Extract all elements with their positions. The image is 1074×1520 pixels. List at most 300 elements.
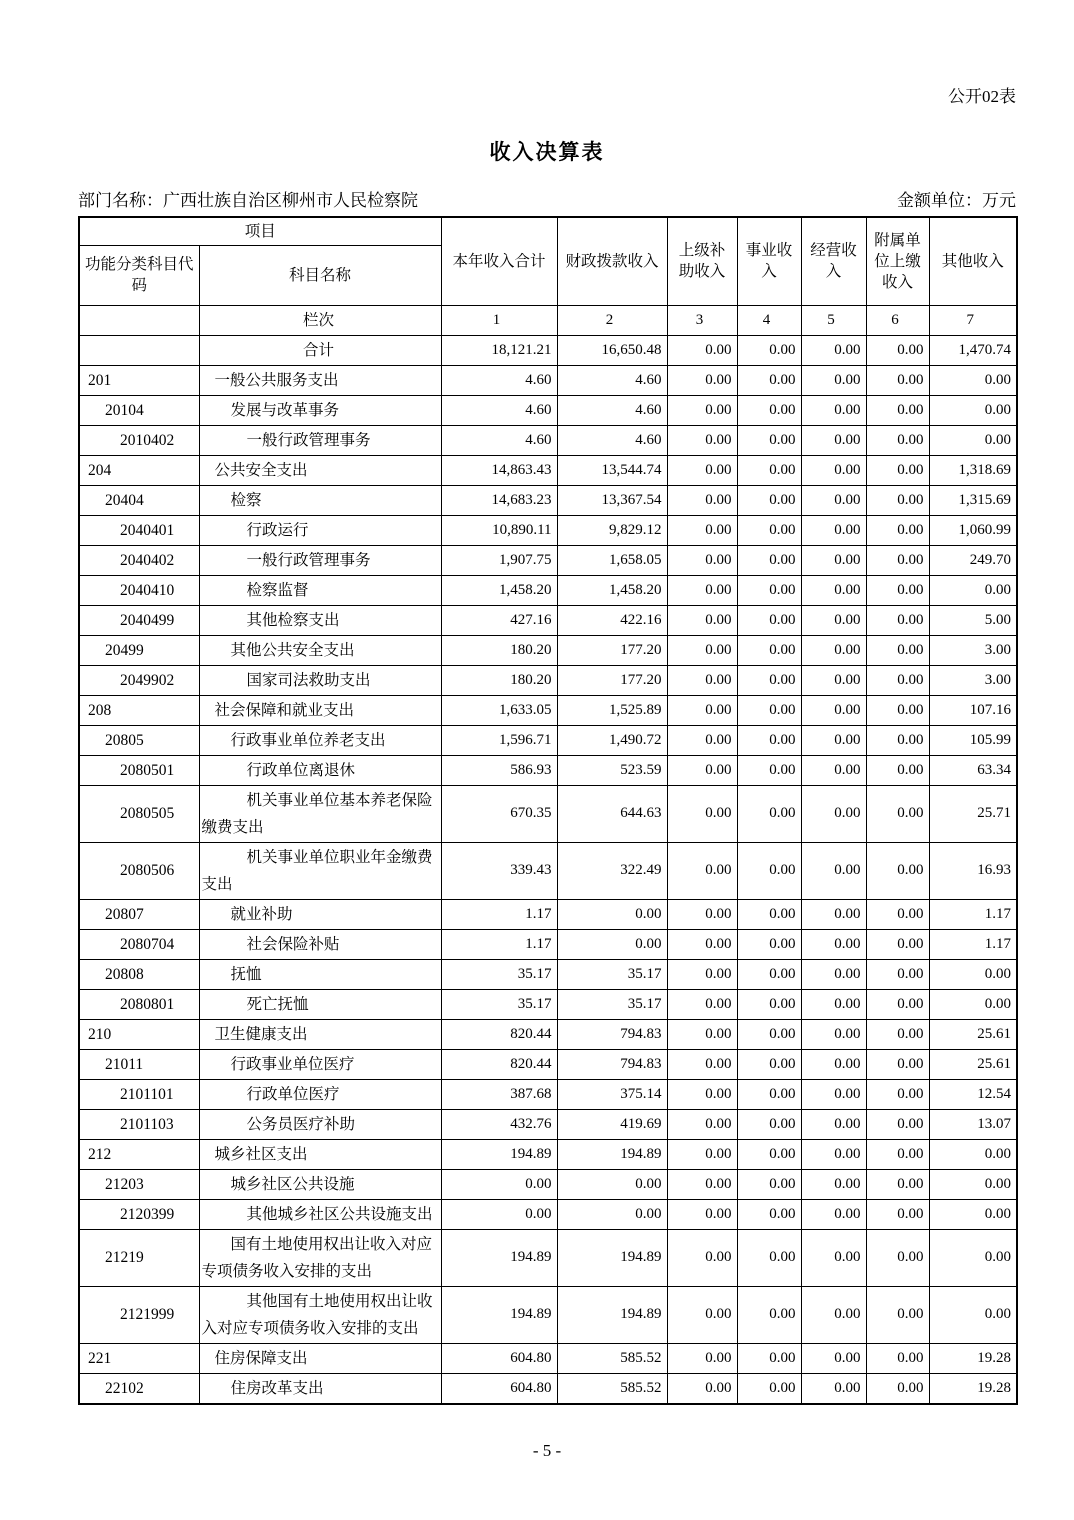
value-cell: 0.00 <box>866 365 929 395</box>
value-cell: 0.00 <box>667 1109 737 1139</box>
value-cell: 0.00 <box>801 395 866 425</box>
value-cell: 0.00 <box>801 725 866 755</box>
header-col-business: 事业收入 <box>737 217 801 305</box>
value-cell: 0.00 <box>737 425 801 455</box>
value-cell: 0.00 <box>866 755 929 785</box>
value-cell: 0.00 <box>866 1229 929 1286</box>
value-cell: 0.00 <box>667 1373 737 1404</box>
header-project: 项目 <box>79 217 441 245</box>
subject-name-cell: 公共安全支出 <box>199 455 441 485</box>
value-cell: 1,490.72 <box>557 725 667 755</box>
subject-code-cell: 21203 <box>79 1169 199 1199</box>
value-cell: 1,470.74 <box>929 335 1017 365</box>
value-cell: 63.34 <box>929 755 1017 785</box>
header-col-fiscal: 财政拨款收入 <box>557 217 667 305</box>
value-cell: 0.00 <box>801 335 866 365</box>
value-cell: 6 <box>866 305 929 335</box>
revenue-final-accounts-table <box>78 216 1018 1405</box>
header-col-superior-subsidy: 上级补助收入 <box>667 217 737 305</box>
value-cell: 0.00 <box>667 1229 737 1286</box>
value-cell: 0.00 <box>866 785 929 842</box>
value-cell: 0.00 <box>667 1286 737 1343</box>
table-row <box>79 725 1017 755</box>
value-cell: 1,633.05 <box>441 695 557 725</box>
table-row <box>79 785 1017 842</box>
subject-name-cell: 城乡社区支出 <box>199 1139 441 1169</box>
table-row <box>79 1019 1017 1049</box>
value-cell: 0.00 <box>801 842 866 899</box>
value-cell: 0.00 <box>801 1169 866 1199</box>
value-cell: 0.00 <box>801 635 866 665</box>
value-cell: 0.00 <box>737 545 801 575</box>
table-row <box>79 1373 1017 1404</box>
value-cell: 604.80 <box>441 1373 557 1404</box>
amount-unit-label: 金额单位：万元 <box>897 191 1016 210</box>
value-cell: 5 <box>801 305 866 335</box>
form-code-label: 公开02表 <box>948 87 1016 106</box>
value-cell: 0.00 <box>737 1109 801 1139</box>
value-cell: 1 <box>441 305 557 335</box>
value-cell: 0.00 <box>667 929 737 959</box>
value-cell: 0.00 <box>737 605 801 635</box>
value-cell: 0.00 <box>737 1169 801 1199</box>
subject-code-cell: 20808 <box>79 959 199 989</box>
value-cell: 1,315.69 <box>929 485 1017 515</box>
value-cell: 249.70 <box>929 545 1017 575</box>
subject-name-cell: 国有土地使用权出让收入对应专项债务收入安排的支出 <box>199 1229 441 1286</box>
value-cell: 105.99 <box>929 725 1017 755</box>
value-cell: 0.00 <box>801 575 866 605</box>
table-row <box>79 1343 1017 1373</box>
table-row <box>79 929 1017 959</box>
subject-name-cell: 社会保障和就业支出 <box>199 695 441 725</box>
subject-code-cell: 2121999 <box>79 1286 199 1343</box>
value-cell: 0.00 <box>737 755 801 785</box>
subject-code-cell: 212 <box>79 1139 199 1169</box>
value-cell: 0.00 <box>737 365 801 395</box>
value-cell: 0.00 <box>737 395 801 425</box>
value-cell: 1,658.05 <box>557 545 667 575</box>
subject-code-cell: 20404 <box>79 485 199 515</box>
subject-code-cell: 2040401 <box>79 515 199 545</box>
value-cell: 0.00 <box>866 575 929 605</box>
value-cell: 0.00 <box>737 959 801 989</box>
value-cell: 0.00 <box>557 1169 667 1199</box>
value-cell: 1,525.89 <box>557 695 667 725</box>
value-cell: 1.17 <box>929 899 1017 929</box>
value-cell: 523.59 <box>557 755 667 785</box>
value-cell: 10,890.11 <box>441 515 557 545</box>
value-cell: 0.00 <box>866 1286 929 1343</box>
subject-code-cell: 20807 <box>79 899 199 929</box>
subject-code-cell: 2101101 <box>79 1079 199 1109</box>
value-cell: 0.00 <box>866 842 929 899</box>
subject-name-cell: 公务员医疗补助 <box>199 1109 441 1139</box>
subject-code-cell: 2040402 <box>79 545 199 575</box>
subject-code-cell: 201 <box>79 365 199 395</box>
value-cell: 0.00 <box>866 959 929 989</box>
page-title: 收入决算表 <box>489 140 605 164</box>
value-cell: 4 <box>737 305 801 335</box>
value-cell: 0.00 <box>667 575 737 605</box>
value-cell: 35.17 <box>441 989 557 1019</box>
subject-code-cell: 208 <box>79 695 199 725</box>
subject-code-cell: 2010402 <box>79 425 199 455</box>
value-cell: 0.00 <box>557 899 667 929</box>
subject-name-cell: 行政事业单位医疗 <box>199 1049 441 1079</box>
subject-name-cell: 检察监督 <box>199 575 441 605</box>
subject-name-cell: 其他城乡社区公共设施支出 <box>199 1199 441 1229</box>
value-cell: 432.76 <box>441 1109 557 1139</box>
value-cell: 0.00 <box>866 725 929 755</box>
value-cell: 0.00 <box>441 1169 557 1199</box>
value-cell: 0.00 <box>801 899 866 929</box>
table-row <box>79 515 1017 545</box>
meta-row <box>78 190 1016 212</box>
value-cell: 1.17 <box>441 929 557 959</box>
subject-code-cell: 2049902 <box>79 665 199 695</box>
value-cell: 0.00 <box>737 1373 801 1404</box>
subject-name-cell: 行政单位医疗 <box>199 1079 441 1109</box>
value-cell: 0.00 <box>866 545 929 575</box>
value-cell: 0.00 <box>866 635 929 665</box>
column-number-row <box>79 305 1017 335</box>
value-cell: 19.28 <box>929 1343 1017 1373</box>
value-cell: 25.71 <box>929 785 1017 842</box>
value-cell: 1,907.75 <box>441 545 557 575</box>
value-cell: 0.00 <box>667 455 737 485</box>
value-cell: 0.00 <box>801 545 866 575</box>
value-cell: 0.00 <box>667 365 737 395</box>
value-cell: 0.00 <box>866 1373 929 1404</box>
value-cell: 0.00 <box>667 515 737 545</box>
value-cell: 585.52 <box>557 1343 667 1373</box>
table-row <box>79 485 1017 515</box>
subject-name-cell: 机关事业单位基本养老保险缴费支出 <box>199 785 441 842</box>
value-cell: 0.00 <box>737 515 801 545</box>
table-row <box>79 545 1017 575</box>
subject-code-cell: 2080505 <box>79 785 199 842</box>
value-cell: 644.63 <box>557 785 667 842</box>
subject-name-cell: 行政事业单位养老支出 <box>199 725 441 755</box>
value-cell: 194.89 <box>557 1139 667 1169</box>
value-cell: 35.17 <box>557 959 667 989</box>
value-cell: 194.89 <box>441 1139 557 1169</box>
value-cell: 4.60 <box>441 425 557 455</box>
value-cell: 177.20 <box>557 635 667 665</box>
value-cell: 0.00 <box>737 635 801 665</box>
value-cell: 0.00 <box>737 1049 801 1079</box>
value-cell: 7 <box>929 305 1017 335</box>
value-cell: 4.60 <box>557 365 667 395</box>
value-cell: 0.00 <box>667 785 737 842</box>
subject-name-cell: 一般行政管理事务 <box>199 545 441 575</box>
value-cell: 0.00 <box>667 959 737 989</box>
value-cell: 387.68 <box>441 1079 557 1109</box>
value-cell: 0.00 <box>801 455 866 485</box>
table-row <box>79 989 1017 1019</box>
value-cell: 25.61 <box>929 1019 1017 1049</box>
subject-name-cell: 检察 <box>199 485 441 515</box>
value-cell: 4.60 <box>557 395 667 425</box>
value-cell: 0.00 <box>737 842 801 899</box>
value-cell: 0.00 <box>667 335 737 365</box>
value-cell: 0.00 <box>929 365 1017 395</box>
value-cell: 0.00 <box>737 989 801 1019</box>
value-cell: 0.00 <box>801 785 866 842</box>
table-row <box>79 1109 1017 1139</box>
value-cell: 5.00 <box>929 605 1017 635</box>
subject-name-cell: 行政单位离退休 <box>199 755 441 785</box>
value-cell: 0.00 <box>929 1229 1017 1286</box>
value-cell: 0.00 <box>737 1343 801 1373</box>
value-cell: 0.00 <box>667 1199 737 1229</box>
value-cell: 0.00 <box>801 1079 866 1109</box>
header-row-1 <box>79 217 1017 245</box>
subject-name-cell: 一般公共服务支出 <box>199 365 441 395</box>
value-cell: 604.80 <box>441 1343 557 1373</box>
subject-code-cell: 20805 <box>79 725 199 755</box>
value-cell: 419.69 <box>557 1109 667 1139</box>
value-cell: 16,650.48 <box>557 335 667 365</box>
value-cell: 0.00 <box>737 1229 801 1286</box>
table-row <box>79 635 1017 665</box>
value-cell: 339.43 <box>441 842 557 899</box>
value-cell: 0.00 <box>667 1139 737 1169</box>
subject-code-cell: 2080501 <box>79 755 199 785</box>
value-cell: 0.00 <box>667 635 737 665</box>
value-cell: 1,458.20 <box>441 575 557 605</box>
value-cell: 0.00 <box>667 605 737 635</box>
value-cell: 35.17 <box>557 989 667 1019</box>
subject-code-cell: 2120399 <box>79 1199 199 1229</box>
value-cell: 1.17 <box>929 929 1017 959</box>
total-row <box>79 335 1017 365</box>
value-cell: 0.00 <box>667 899 737 929</box>
value-cell: 0.00 <box>801 665 866 695</box>
value-cell: 0.00 <box>737 899 801 929</box>
value-cell: 194.89 <box>557 1229 667 1286</box>
value-cell: 0.00 <box>737 1079 801 1109</box>
value-cell: 820.44 <box>441 1019 557 1049</box>
value-cell: 0.00 <box>866 1139 929 1169</box>
value-cell: 107.16 <box>929 695 1017 725</box>
value-cell: 375.14 <box>557 1079 667 1109</box>
subject-name-cell: 社会保险补贴 <box>199 929 441 959</box>
table-row <box>79 1079 1017 1109</box>
value-cell: 0.00 <box>801 929 866 959</box>
value-cell: 0.00 <box>737 785 801 842</box>
value-cell: 194.89 <box>441 1229 557 1286</box>
subject-name-cell: 一般行政管理事务 <box>199 425 441 455</box>
value-cell: 0.00 <box>866 929 929 959</box>
header-subject-name: 科目名称 <box>199 245 441 305</box>
subject-code-cell: 20499 <box>79 635 199 665</box>
value-cell: 3.00 <box>929 665 1017 695</box>
subject-name-cell: 合计 <box>199 335 441 365</box>
page-number: - 5 - <box>532 1440 562 1460</box>
table-row <box>79 395 1017 425</box>
table-row <box>79 1049 1017 1079</box>
subject-name-cell: 住房改革支出 <box>199 1373 441 1404</box>
value-cell: 0.00 <box>737 665 801 695</box>
value-cell: 0.00 <box>667 989 737 1019</box>
header-col-other: 其他收入 <box>929 217 1017 305</box>
value-cell: 0.00 <box>667 395 737 425</box>
value-cell: 0.00 <box>737 1019 801 1049</box>
value-cell: 35.17 <box>441 959 557 989</box>
subject-code-cell: 21011 <box>79 1049 199 1079</box>
subject-code-cell: 204 <box>79 455 199 485</box>
value-cell: 0.00 <box>667 1079 737 1109</box>
value-cell: 0.00 <box>737 455 801 485</box>
value-cell: 0.00 <box>866 1343 929 1373</box>
table-row <box>79 1199 1017 1229</box>
value-cell: 0.00 <box>866 1199 929 1229</box>
table-row <box>79 605 1017 635</box>
value-cell: 0.00 <box>929 425 1017 455</box>
value-cell: 0.00 <box>866 605 929 635</box>
value-cell: 4.60 <box>557 425 667 455</box>
value-cell: 670.35 <box>441 785 557 842</box>
table-row <box>79 455 1017 485</box>
value-cell: 14,683.23 <box>441 485 557 515</box>
header-col-affiliated: 附属单位上缴收入 <box>866 217 929 305</box>
subject-code-cell: 2080506 <box>79 842 199 899</box>
subject-name-cell: 栏次 <box>199 305 441 335</box>
value-cell: 180.20 <box>441 635 557 665</box>
value-cell: 18,121.21 <box>441 335 557 365</box>
value-cell: 0.00 <box>866 335 929 365</box>
value-cell: 0.00 <box>929 1169 1017 1199</box>
subject-name-cell: 抚恤 <box>199 959 441 989</box>
value-cell: 1,458.20 <box>557 575 667 605</box>
value-cell: 0.00 <box>737 1286 801 1343</box>
subject-name-cell: 死亡抚恤 <box>199 989 441 1019</box>
value-cell: 0.00 <box>866 665 929 695</box>
value-cell: 0.00 <box>801 1286 866 1343</box>
value-cell: 0.00 <box>929 1286 1017 1343</box>
table-row <box>79 425 1017 455</box>
value-cell: 0.00 <box>801 515 866 545</box>
value-cell: 0.00 <box>737 725 801 755</box>
value-cell: 0.00 <box>737 575 801 605</box>
value-cell: 2 <box>557 305 667 335</box>
subject-code-cell: 20104 <box>79 395 199 425</box>
value-cell: 16.93 <box>929 842 1017 899</box>
value-cell: 0.00 <box>866 425 929 455</box>
value-cell: 0.00 <box>866 1109 929 1139</box>
value-cell: 180.20 <box>441 665 557 695</box>
value-cell: 0.00 <box>667 695 737 725</box>
table-row <box>79 665 1017 695</box>
value-cell: 0.00 <box>801 1229 866 1286</box>
value-cell: 1,060.99 <box>929 515 1017 545</box>
value-cell: 0.00 <box>929 395 1017 425</box>
value-cell: 0.00 <box>801 755 866 785</box>
value-cell: 4.60 <box>441 395 557 425</box>
table-row <box>79 575 1017 605</box>
subject-name-cell: 城乡社区公共设施 <box>199 1169 441 1199</box>
header-col-operating: 经营收入 <box>801 217 866 305</box>
value-cell: 0.00 <box>801 365 866 395</box>
value-cell: 3.00 <box>929 635 1017 665</box>
subject-name-cell: 机关事业单位职业年金缴费支出 <box>199 842 441 899</box>
value-cell: 585.52 <box>557 1373 667 1404</box>
value-cell: 0.00 <box>737 1139 801 1169</box>
value-cell: 0.00 <box>866 989 929 1019</box>
value-cell: 0.00 <box>866 1019 929 1049</box>
value-cell: 0.00 <box>801 1343 866 1373</box>
value-cell: 0.00 <box>737 929 801 959</box>
value-cell: 0.00 <box>929 1199 1017 1229</box>
value-cell: 0.00 <box>801 989 866 1019</box>
value-cell: 0.00 <box>801 1109 866 1139</box>
value-cell: 586.93 <box>441 755 557 785</box>
subject-name-cell: 国家司法救助支出 <box>199 665 441 695</box>
table-row <box>79 365 1017 395</box>
subject-code-cell <box>79 335 199 365</box>
value-cell: 0.00 <box>929 989 1017 1019</box>
value-cell: 13,367.54 <box>557 485 667 515</box>
subject-code-cell: 210 <box>79 1019 199 1049</box>
subject-code-cell: 2040499 <box>79 605 199 635</box>
value-cell: 0.00 <box>801 695 866 725</box>
subject-name-cell: 就业补助 <box>199 899 441 929</box>
subject-code-cell <box>79 305 199 335</box>
value-cell: 0.00 <box>667 725 737 755</box>
table-row <box>79 1229 1017 1286</box>
subject-name-cell: 其他检察支出 <box>199 605 441 635</box>
value-cell: 14,863.43 <box>441 455 557 485</box>
value-cell: 0.00 <box>667 545 737 575</box>
value-cell: 0.00 <box>557 1199 667 1229</box>
value-cell: 0.00 <box>667 425 737 455</box>
value-cell: 0.00 <box>866 1079 929 1109</box>
value-cell: 19.28 <box>929 1373 1017 1404</box>
value-cell: 3 <box>667 305 737 335</box>
value-cell: 1.17 <box>441 899 557 929</box>
subject-code-cell: 2080801 <box>79 989 199 1019</box>
value-cell: 0.00 <box>866 395 929 425</box>
value-cell: 820.44 <box>441 1049 557 1079</box>
value-cell: 0.00 <box>866 899 929 929</box>
value-cell: 0.00 <box>929 959 1017 989</box>
subject-code-cell: 221 <box>79 1343 199 1373</box>
value-cell: 427.16 <box>441 605 557 635</box>
value-cell: 794.83 <box>557 1049 667 1079</box>
value-cell: 322.49 <box>557 842 667 899</box>
value-cell: 0.00 <box>667 1019 737 1049</box>
value-cell: 0.00 <box>801 485 866 515</box>
subject-code-cell: 2080704 <box>79 929 199 959</box>
table-row <box>79 1286 1017 1343</box>
value-cell: 13.07 <box>929 1109 1017 1139</box>
value-cell: 13,544.74 <box>557 455 667 485</box>
value-cell: 0.00 <box>801 1373 866 1404</box>
value-cell: 0.00 <box>801 959 866 989</box>
value-cell: 194.89 <box>557 1286 667 1343</box>
table-row <box>79 842 1017 899</box>
value-cell: 0.00 <box>737 695 801 725</box>
value-cell: 0.00 <box>866 1169 929 1199</box>
value-cell: 194.89 <box>441 1286 557 1343</box>
value-cell: 0.00 <box>801 1199 866 1229</box>
table-row <box>79 1139 1017 1169</box>
value-cell: 9,829.12 <box>557 515 667 545</box>
subject-name-cell: 卫生健康支出 <box>199 1019 441 1049</box>
value-cell: 0.00 <box>667 1343 737 1373</box>
